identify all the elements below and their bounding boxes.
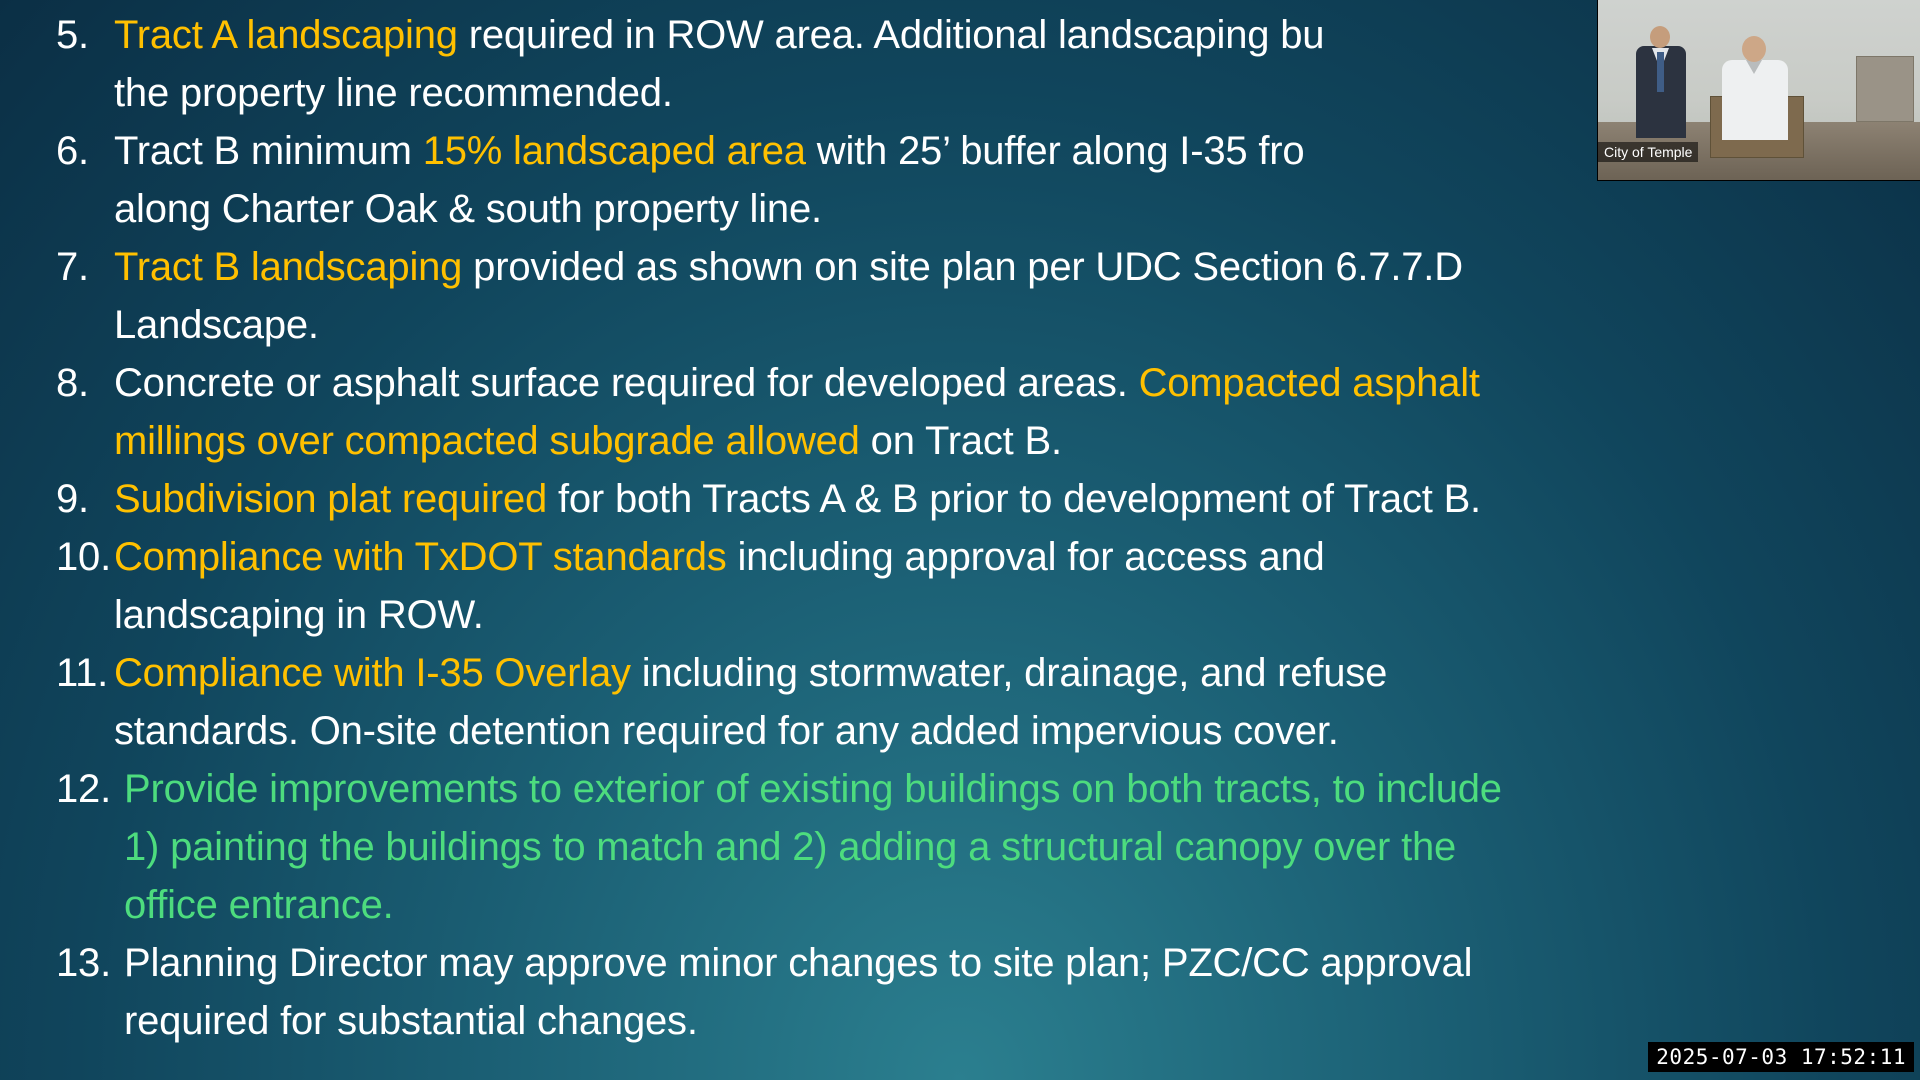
text-run: office entrance.	[124, 883, 394, 927]
list-item-text	[114, 470, 1900, 528]
list-item-number: 5.	[56, 13, 89, 57]
list-item-text	[114, 238, 1900, 354]
text-run: 15% landscaped area	[422, 129, 817, 173]
list-item-number: 10.	[56, 535, 112, 579]
list-item	[56, 238, 1900, 354]
list-item-number: 11.	[56, 651, 109, 695]
timestamp-overlay: 2025-07-03 17:52:11	[1648, 1042, 1914, 1072]
list-item	[56, 470, 1900, 528]
list-item-number: 12.	[56, 767, 122, 811]
text-run: landscaping in ROW.	[114, 593, 484, 637]
text-run: required in ROW area. Additional landscaping bu	[468, 13, 1325, 57]
list-item	[56, 760, 1900, 934]
list-item-number: 6.	[56, 129, 89, 173]
text-run: Subdivision plat required	[114, 477, 558, 521]
text-run: Tract B landscaping	[114, 245, 474, 289]
text-run: along Charter Oak & south property line.	[114, 187, 822, 231]
list-item-text	[124, 760, 1900, 934]
video-inset[interactable]	[1597, 0, 1920, 181]
list-item-text	[114, 354, 1900, 470]
text-run: the property line recommended.	[114, 71, 673, 115]
person-at-podium	[1722, 36, 1788, 136]
text-run: Compliance with I-35 Overlay	[114, 651, 642, 695]
text-run: Planning Director may approve minor changes to site plan; PZC/CC approval	[124, 941, 1473, 985]
wall-panel	[1856, 56, 1914, 122]
text-run: for both Tracts A & B prior to development of Tract B.	[557, 477, 1481, 521]
text-run: required for substantial changes.	[124, 999, 698, 1043]
text-run: including approval for access and	[737, 535, 1325, 579]
text-run: standards. On-site detention required for any added impervious cover.	[114, 709, 1339, 753]
list-item	[56, 644, 1900, 760]
list-item-number: 13.	[56, 941, 122, 985]
list-item	[56, 934, 1900, 1050]
person-standing-left	[1634, 26, 1688, 136]
text-run: 1) painting the buildings to match and 2) adding a structural canopy over the	[124, 825, 1457, 869]
text-run: Provide improvements to exterior of existing buildings on both tracts, to include	[124, 767, 1502, 811]
list-item	[56, 354, 1900, 470]
list-item-text	[114, 528, 1900, 644]
video-caption: City of Temple	[1598, 142, 1698, 162]
text-run: Tract A landscaping	[114, 13, 469, 57]
list-item-number: 8.	[56, 361, 89, 405]
text-run: including stormwater, drainage, and refuse	[641, 651, 1388, 695]
text-run: Compacted asphalt	[1138, 361, 1480, 405]
text-run: Compliance with TxDOT standards	[114, 535, 738, 579]
list-item-number: 7.	[56, 245, 89, 289]
list-item-text	[114, 644, 1900, 760]
text-run: on Tract B.	[870, 419, 1062, 463]
text-run: millings over compacted subgrade allowed	[114, 419, 871, 463]
text-run: provided as shown on site plan per UDC Section 6.7.7.D	[473, 245, 1463, 289]
list-item-number: 9.	[56, 477, 89, 521]
text-run: Tract B minimum	[114, 129, 423, 173]
text-run: Landscape.	[114, 303, 319, 347]
text-run: with 25’ buffer along I-35 fro	[816, 129, 1305, 173]
list-item-text	[124, 934, 1900, 1050]
text-run: Concrete or asphalt surface required for developed areas.	[114, 361, 1139, 405]
list-item	[56, 528, 1900, 644]
